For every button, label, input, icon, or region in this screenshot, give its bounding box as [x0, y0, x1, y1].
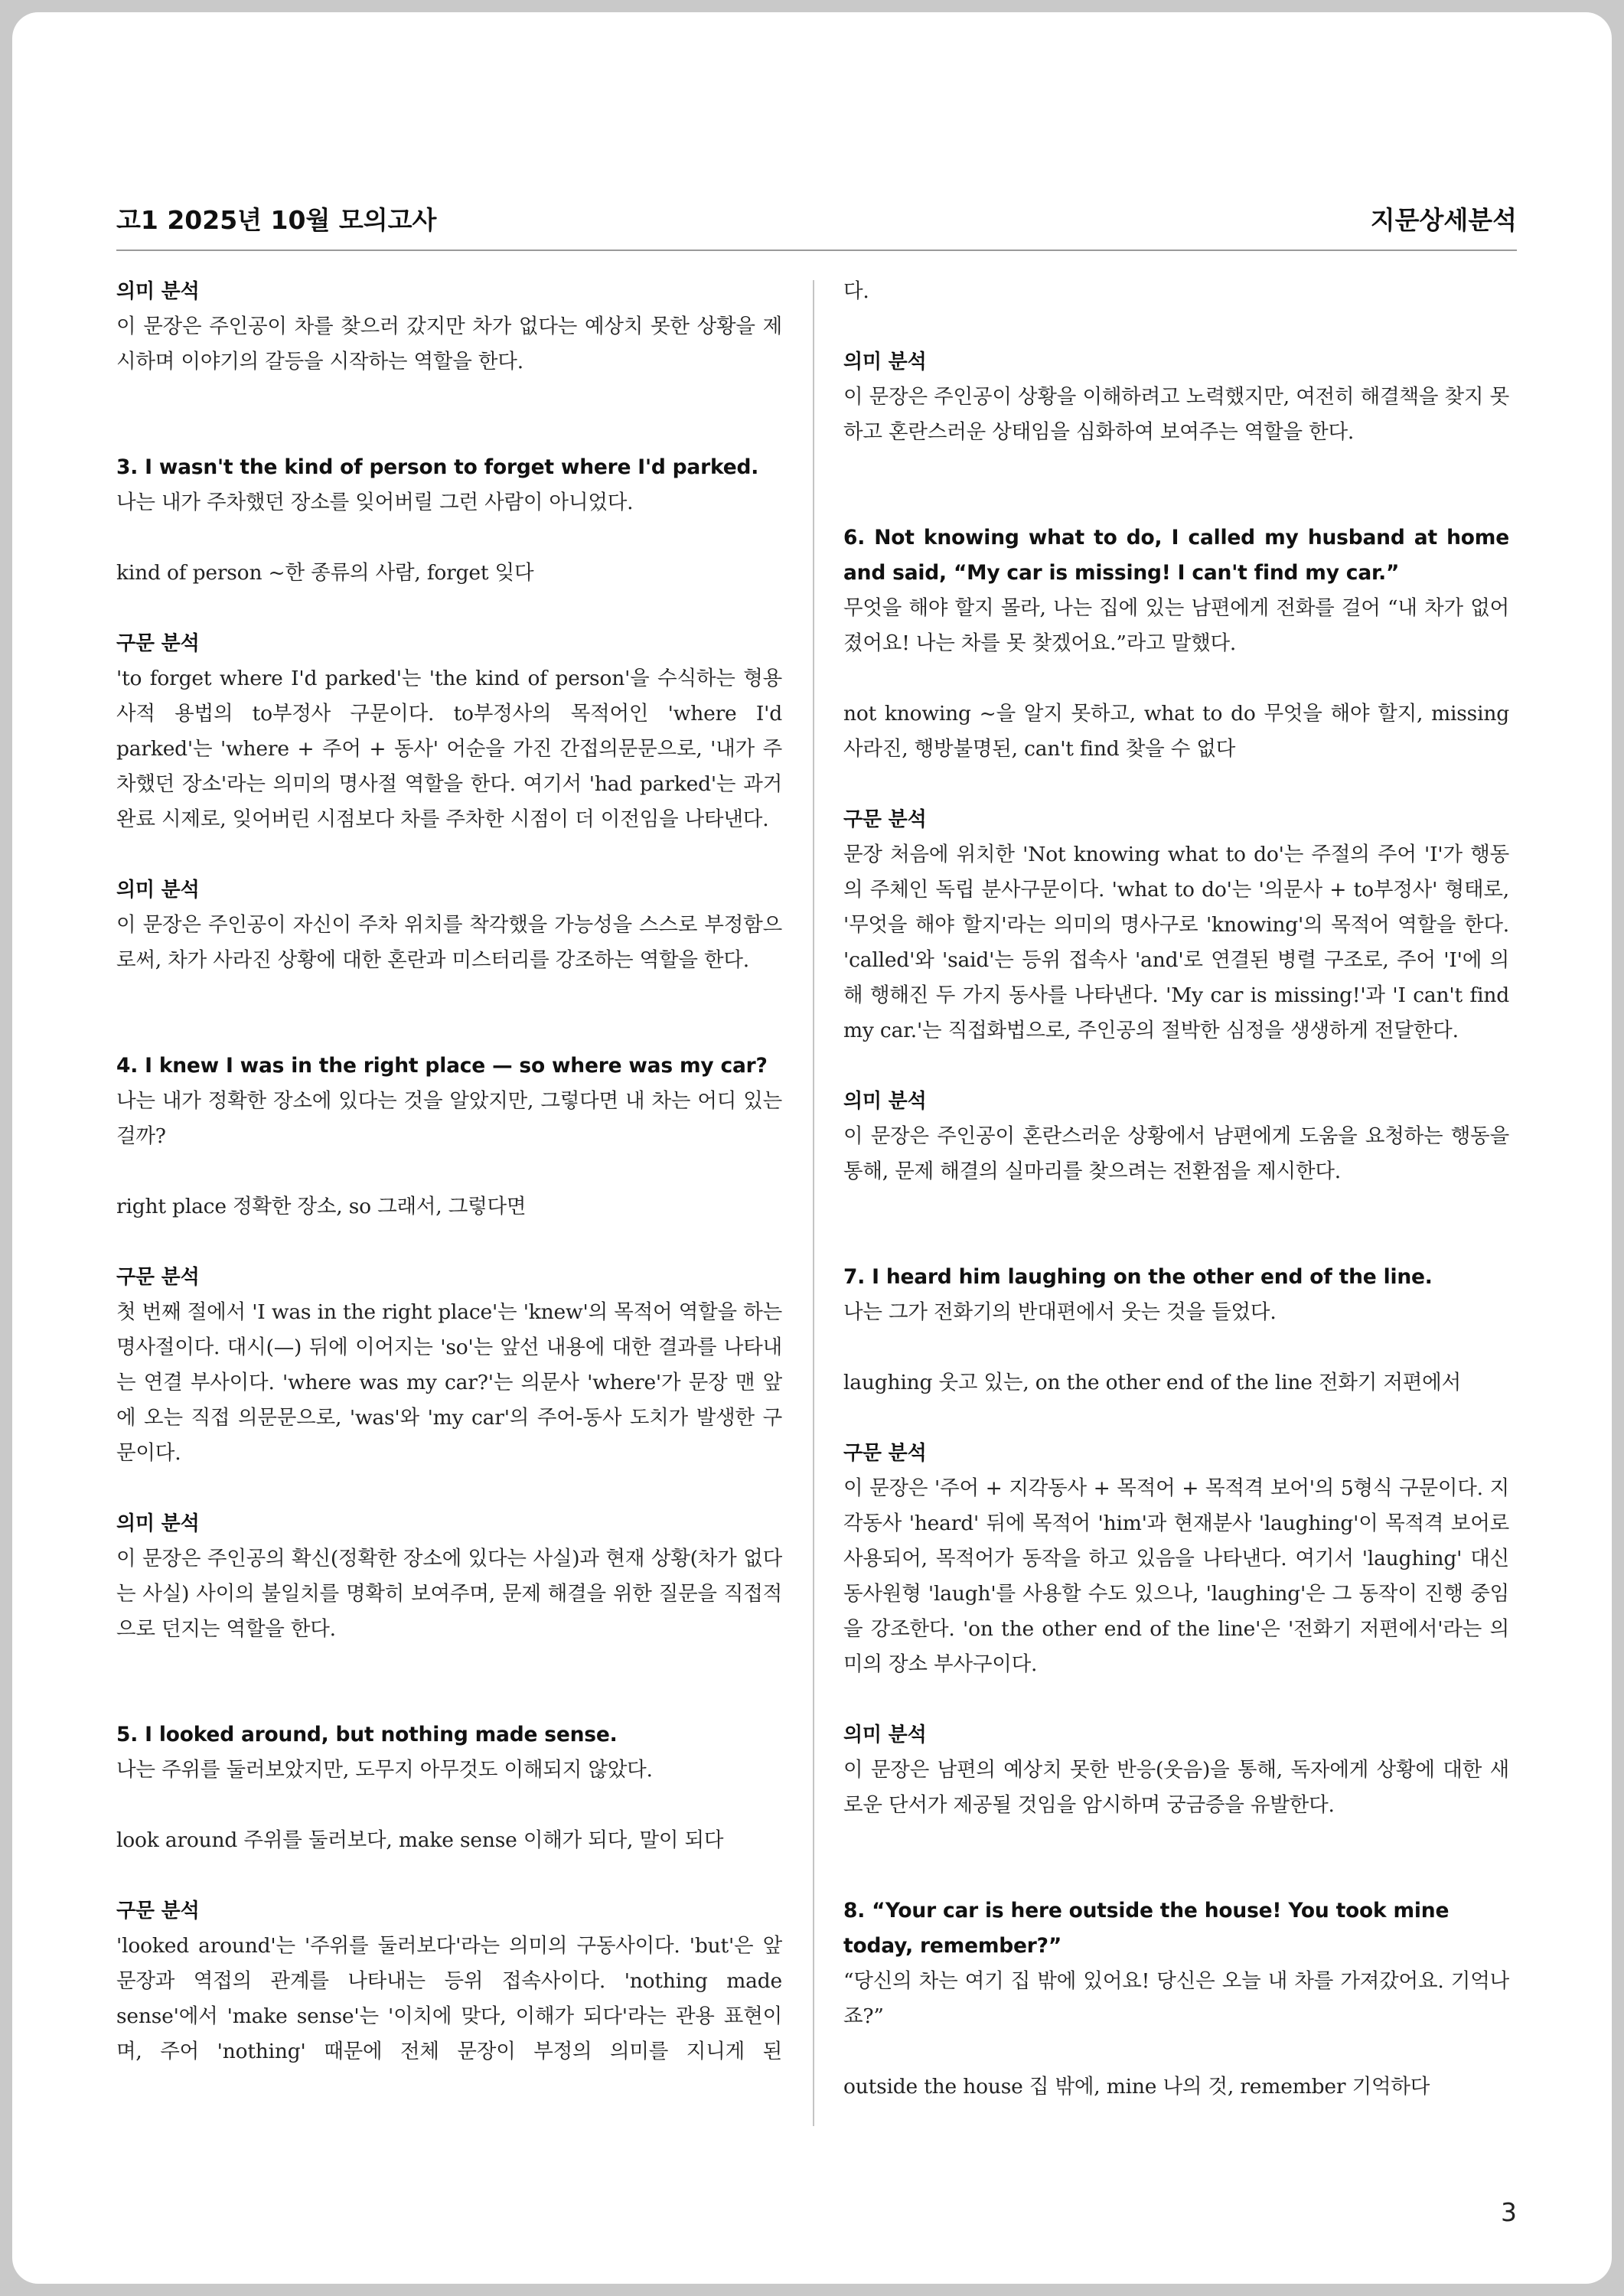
meaning-label: 의미 분석 — [843, 351, 927, 373]
syntax-label: 구문 분석 — [116, 632, 200, 655]
syntax-text-5-continued: 다. — [843, 279, 869, 303]
page-sheet — [12, 12, 1612, 2284]
sentence-6: 6. Not knowing what to do, I called my husband at home and said, “My car is missing! I can't find my car.” — [843, 526, 1509, 585]
meaning-label: 의미 분석 — [116, 879, 200, 902]
vocab-5: look around 주위를 둘러보다, make sense 이해가 되다, 말이 되다 — [116, 1828, 724, 1852]
syntax-label: 구문 분석 — [843, 1442, 927, 1465]
meaning-text-6: 이 문장은 주인공이 혼란스러운 상황에서 남편에게 도움을 요청하는 행동을 통해, 문제 해결의 실마리를 찾으려는 전환점을 제시한다. — [843, 1124, 1509, 1183]
right-column — [843, 274, 1509, 2105]
sentence-8: 8. “Your car is here outside the house! You took mine today, remember?” — [843, 1899, 1450, 1958]
sentence-7: 7. I heard him laughing on the other end of the line. — [843, 1265, 1433, 1289]
syntax-label: 구문 분석 — [843, 808, 927, 831]
syntax-text-3: 'to forget where I'd parked'는 'the kind of person'을 수식하는 형용사적 용법의 to부정사 구문이다. to부정사의 목적어인 'where I'd parked'는 'where + 주어 + 동사' 어순을 가진 간접의문문으로, '내가 주차했던 장소'라는 의미의 명사절 역할을 한다. 여기서 'had parked'는 과거완료 시제로, 잊어버린 시점보다 차를 주차한 시점이 더 이전임을 나타낸다. — [116, 667, 782, 831]
syntax-text-5: 'looked around'는 '주위를 둘러보다'라는 의미의 구동사이다. 'but'은 앞 문장과 역접의 관계를 나타내는 등위 접속사이다. 'nothing made sense'에서 'make sense'는 '이치에 맞다, 이해가 되다'라는 관용 표현이며, 주어 'nothing' 때문에 전체 문장이 부정의 의미를 지니게 된 — [116, 1934, 782, 2063]
translation-5: 나는 주위를 둘러보았지만, 도무지 아무것도 이해되지 않았다. — [116, 1758, 653, 1782]
translation-6: 무엇을 해야 할지 몰라, 나는 집에 있는 남편에게 전화를 걸어 “내 차가 없어졌어요! 나는 차를 못 찾겠어요.”라고 말했다. — [843, 596, 1509, 655]
vocab-8: outside the house 집 밖에, mine 나의 것, remember 기억하다 — [843, 2075, 1430, 2099]
meaning-text-3: 이 문장은 주인공이 자신이 주차 위치를 착각했을 가능성을 스스로 부정함으로써, 차가 사라진 상황에 대한 혼란과 미스터리를 강조하는 역할을 한다. — [116, 913, 782, 972]
meaning-label: 의미 분석 — [116, 280, 200, 303]
translation-4: 나는 내가 정확한 장소에 있다는 것을 알았지만, 그렇다면 내 차는 어디 있는 걸까? — [116, 1089, 782, 1148]
sentence-3: 3. I wasn't the kind of person to forget where I'd parked. — [116, 455, 759, 479]
meaning-text-7: 이 문장은 남편의 예상치 못한 반응(웃음)을 통해, 독자에게 상황에 대한 새로운 단서가 제공될 것임을 암시하며 궁금증을 유발한다. — [843, 1758, 1509, 1817]
exam-title: 고1 2025년 10월 모의고사 — [116, 205, 437, 235]
syntax-text-7: 이 문장은 '주어 + 지각동사 + 목적어 + 목적격 보어'의 5형식 구문이다. 지각동사 'heard' 뒤에 목적어 'him'과 현재분사 'laughing'이 목적격 보어로 사용되어, 목적어가 동작을 하고 있음을 나타낸다. 여기서 'laughing' 대신 동사원형 'laugh'를 사용할 수도 있으나, 'laughing'은 그 동작이 진행 중임을 강조한다. 'on the other end of the line'은 '전화기 저편에서'라는 의미의 장소 부사구이다. — [843, 1476, 1509, 1676]
meaning-label: 의미 분석 — [843, 1724, 927, 1746]
translation-3: 나는 내가 주차했던 장소를 잊어버릴 그런 사람이 아니었다. — [116, 491, 634, 514]
column-divider — [813, 280, 814, 2126]
translation-7: 나는 그가 전화기의 반대편에서 웃는 것을 들었다. — [843, 1300, 1277, 1324]
translation-8: “당신의 차는 여기 집 밖에 있어요! 당신은 오늘 내 차를 가져갔어요. 기억나죠?” — [843, 1969, 1509, 2028]
syntax-label: 구문 분석 — [116, 1266, 200, 1289]
meaning-label: 의미 분석 — [116, 1512, 200, 1535]
vocab-4: right place 정확한 장소, so 그래서, 그렇다면 — [116, 1195, 527, 1218]
meaning-label: 의미 분석 — [843, 1090, 927, 1113]
vocab-3: kind of person ~한 종류의 사람, forget 잊다 — [116, 561, 534, 585]
syntax-text-4: 첫 번째 절에서 'I was in the right place'는 'knew'의 목적어 역할을 하는 명사절이다. 대시(—) 뒤에 이어지는 'so'는 앞선 내용에 대한 결과를 나타내는 연결 부사이다. 'where was my car?'는 의문사 'where'가 문장 맨 앞에 오는 직접 의문문으로, 'was'와 'my car'의 주어-동사 도치가 발생한 구문이다. — [116, 1300, 782, 1465]
vocab-7: laughing 웃고 있는, on the other end of the line 전화기 저편에서 — [843, 1371, 1461, 1394]
page-number: 3 — [1501, 2197, 1517, 2227]
sentence-5: 5. I looked around, but nothing made sense. — [116, 1723, 618, 1746]
meaning-text: 이 문장은 주인공이 차를 찾으러 갔지만 차가 없다는 예상치 못한 상황을 제시하며 이야기의 갈등을 시작하는 역할을 한다. — [116, 315, 782, 373]
left-column — [116, 274, 782, 2069]
syntax-label: 구문 분석 — [116, 1900, 200, 1923]
meaning-text-4: 이 문장은 주인공의 확신(정확한 장소에 있다는 사실)과 현재 상황(차가 없다는 사실) 사이의 불일치를 명확히 보여주며, 문제 해결을 위한 질문을 직접적으로 던지는 역할을 한다. — [116, 1547, 782, 1641]
vocab-6: not knowing ~을 알지 못하고, what to do 무엇을 해야 할지, missing 사라진, 행방불명된, can't find 찾을 수 없다 — [843, 702, 1509, 761]
sentence-4: 4. I knew I was in the right place — so where was my car? — [116, 1054, 768, 1078]
page-header — [116, 204, 1517, 251]
section-title: 지문상세분석 — [1370, 205, 1517, 235]
syntax-text-6: 문장 처음에 위치한 'Not knowing what to do'는 주절의 주어 'I'가 행동의 주체인 독립 분사구문이다. 'what to do'는 '의문사 + to부정사' 형태로, '무엇을 해야 할지'라는 의미의 명사구로 'knowing'의 목적어 역할을 한다. 'called'와 'said'는 등위 접속사 'and'로 연결된 병렬 구조로, 주어 'I'에 의해 행해진 두 가지 동사를 나타낸다. 'My car is missing!'과 'I can't find my car.'는 직접화법으로, 주인공의 절박한 심정을 생생하게 전달한다. — [843, 843, 1509, 1042]
meaning-text-5: 이 문장은 주인공이 상황을 이해하려고 노력했지만, 여전히 해결책을 찾지 못하고 혼란스러운 상태임을 심화하여 보여주는 역할을 한다. — [843, 385, 1509, 444]
